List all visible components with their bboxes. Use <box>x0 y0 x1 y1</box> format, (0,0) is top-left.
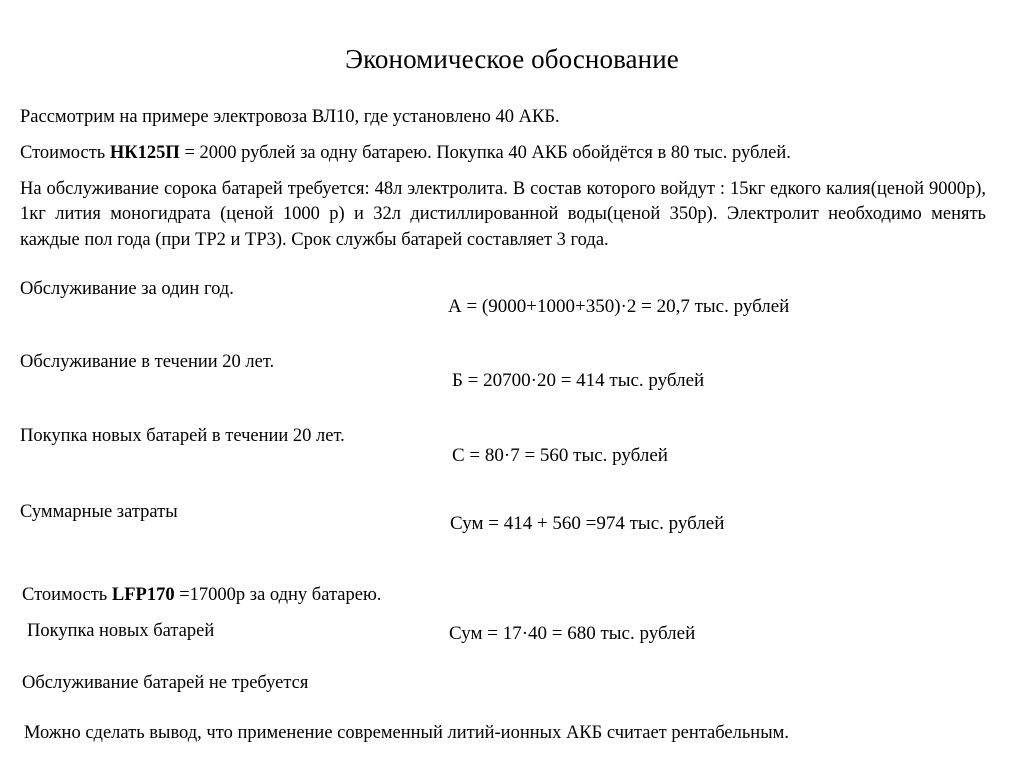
service-one-year-label: Обслуживание за один год. <box>20 278 234 299</box>
total-costs-label: Суммарные затраты <box>20 501 178 522</box>
cost-nk125p-model: НК125П <box>109 142 180 163</box>
cost-nk125p-paragraph <box>20 141 1004 167</box>
formula-c: С = 80·7 = 560 тыс. рублей <box>452 445 668 466</box>
cost-lfp170-prefix: Стоимость <box>22 584 112 605</box>
formula-sum-lfp170: Сум = 17·40 = 680 тыс. рублей <box>449 623 696 644</box>
cost-nk125p-suffix: = 2000 рублей за одну батарею. Покупка 40 АКБ обойдётся в 80 тыс. рублей. <box>179 142 791 163</box>
buy-new-batteries-label: Покупка новых батарей <box>27 620 215 641</box>
intro-paragraph: Рассмотрим на примере электровоза ВЛ10, где установлено 40 АКБ. <box>20 106 560 127</box>
cost-nk125p-prefix: Стоимость <box>20 142 110 163</box>
buy-new-twenty-years-label: Покупка новых батарей в течении 20 лет. <box>20 425 345 446</box>
conclusion-paragraph: Можно сделать вывод, что применение современный литий-ионных АКБ считает рентабельным. <box>24 722 789 743</box>
cost-lfp170-paragraph <box>22 583 722 609</box>
service-requirements-paragraph: На обслуживание сорока батарей требуется: 48л электролита. В состав которого войдут : 15кг едкого калия(ценой 9000р), 1кг лития моногидрата (ценой 1000 р) и 32л дистиллированной воды(ценой 350р). Электролит необходимо менять каждые пол года (при ТР2 и ТР3). Срок службы батарей составляет 3 года. <box>20 178 986 250</box>
formula-sum-nk125p: Сум = 414 + 560 =974 тыс. рублей <box>450 513 725 534</box>
service-twenty-years-label: Обслуживание в течении 20 лет. <box>20 351 275 372</box>
cost-lfp170-suffix: =17000р за одну батарею. <box>174 584 382 605</box>
formula-b: Б = 20700·20 = 414 тыс. рублей <box>452 370 705 391</box>
page-title: Экономическое обоснование <box>345 44 679 75</box>
no-service-required-label: Обслуживание батарей не требуется <box>22 672 309 693</box>
formula-a: А = (9000+1000+350)·2 = 20,7 тыс. рублей <box>448 296 790 317</box>
cost-lfp170-model: LFP170 <box>111 584 175 605</box>
